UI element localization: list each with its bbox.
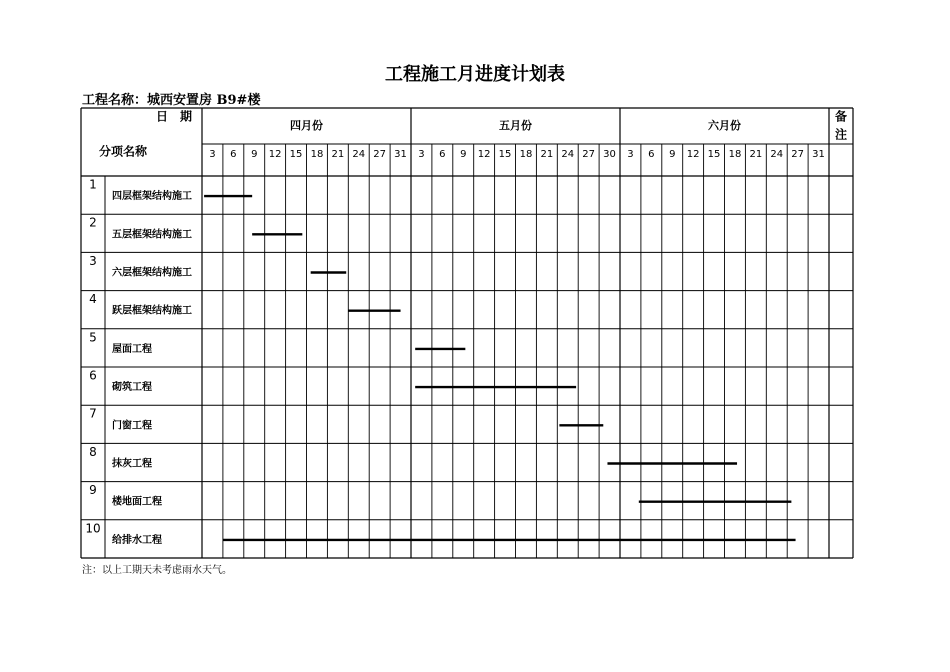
task-number: 5 xyxy=(89,330,97,345)
task-number: 6 xyxy=(89,368,97,383)
table-labels xyxy=(85,109,847,546)
task-name: 抹灰工程 xyxy=(112,458,152,470)
month-label: 五月份 xyxy=(499,119,532,132)
task-number: 2 xyxy=(89,215,97,230)
day-tick-label: 9 xyxy=(460,149,467,160)
day-tick-label: 24 xyxy=(352,149,366,160)
day-tick-label: 18 xyxy=(310,149,324,160)
day-tick-label: 15 xyxy=(289,149,303,160)
day-tick-label: 3 xyxy=(418,149,425,160)
task-number: 4 xyxy=(89,292,97,307)
footnote: 注：以上工期天未考虑雨水天气。 xyxy=(82,565,232,576)
day-tick-label: 15 xyxy=(707,149,721,160)
day-tick-label: 3 xyxy=(209,149,216,160)
task-name: 砌筑工程 xyxy=(112,382,152,394)
task-name: 跃层框架结构施工 xyxy=(112,305,192,317)
task-number: 8 xyxy=(89,444,97,459)
task-name: 给排水工程 xyxy=(112,534,162,546)
task-number: 10 xyxy=(85,521,101,536)
project-name: 工程名称：城西安置房 B9#楼 xyxy=(82,93,261,108)
day-tick-label: 12 xyxy=(686,149,700,160)
day-tick-label: 31 xyxy=(394,149,407,160)
day-tick-label: 12 xyxy=(268,149,282,160)
day-tick-label: 9 xyxy=(251,149,258,160)
task-name: 屋面工程 xyxy=(112,343,152,355)
day-tick-label: 21 xyxy=(540,149,554,160)
month-label: 四月份 xyxy=(290,119,323,132)
day-tick-label: 27 xyxy=(373,149,387,160)
task-number: 3 xyxy=(89,253,97,268)
day-tick-label: 31 xyxy=(812,149,825,160)
day-tick-label: 6 xyxy=(439,149,446,160)
day-tick-label: 21 xyxy=(331,149,345,160)
day-tick-label: 3 xyxy=(627,149,634,160)
remark-header-label: 备 xyxy=(834,109,848,124)
remark-header-label: 注 xyxy=(834,127,848,142)
day-tick-label: 18 xyxy=(728,149,742,160)
day-tick-label: 24 xyxy=(770,149,784,160)
day-tick-label: 6 xyxy=(648,149,655,160)
item-header-label: 分项名称 xyxy=(98,144,148,159)
day-tick-label: 30 xyxy=(603,149,616,160)
task-name: 五层框架结构施工 xyxy=(112,229,192,241)
table-grid xyxy=(81,108,853,558)
task-number: 1 xyxy=(89,177,97,192)
day-tick-label: 27 xyxy=(791,149,805,160)
month-label: 六月份 xyxy=(708,119,741,132)
day-tick-label: 21 xyxy=(749,149,763,160)
task-number: 7 xyxy=(89,406,97,421)
day-tick-label: 24 xyxy=(561,149,575,160)
task-number: 9 xyxy=(89,483,97,498)
day-tick-label: 27 xyxy=(582,149,596,160)
day-tick-label: 18 xyxy=(519,149,533,160)
task-name: 六层框架结构施工 xyxy=(112,267,192,279)
task-name: 门窗工程 xyxy=(112,420,152,432)
day-tick-label: 9 xyxy=(669,149,676,160)
day-tick-label: 6 xyxy=(230,149,237,160)
date-header-label: 日 期 xyxy=(155,109,193,124)
task-name: 楼地面工程 xyxy=(112,496,162,508)
day-tick-label: 12 xyxy=(477,149,491,160)
gantt-bars xyxy=(204,196,795,540)
task-name: 四层框架结构施工 xyxy=(112,191,192,203)
day-tick-label: 15 xyxy=(498,149,512,160)
document-title: 工程施工月进度计划表 xyxy=(385,64,565,85)
